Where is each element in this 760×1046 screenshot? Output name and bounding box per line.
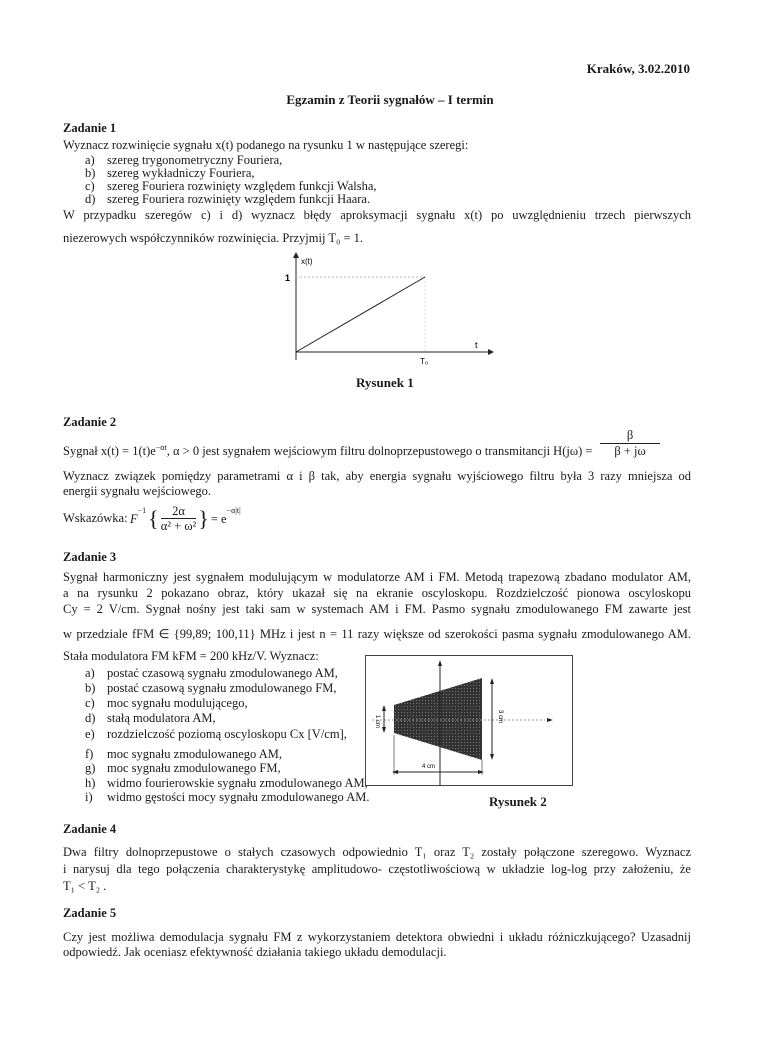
item-text: moc sygnału zmodulowanego AM, [107,747,282,761]
item-text: szereg Fouriera rozwinięty względem funkcji Haara. [107,192,371,206]
item-text: widmo gęstości mocy sygnału zmodulowanego AM. [107,790,370,804]
x-axis-arrow-icon [488,349,494,355]
item-text: rozdzielczość poziomą oscyloskopu Cx [V/cm], [107,727,347,741]
item-label: c) [85,696,95,710]
z3-line5: Stała modulatora FM kFM = 200 kHz/V. Wyznacz: [63,649,319,663]
x-tick: T₀ [420,357,429,366]
figure-1 [270,250,500,375]
item-text: szereg trygonometryczny Fouriera, [107,153,283,167]
item-label: b) [85,681,96,695]
z2-hint-formula: F $^{-1}$ { $\frac{2\alpha}{\text{α² + ω²}}$ } = e $^{-\alpha|t|}$ [130,504,241,533]
z3-line3: Cy = 2 V/cm. Sygnał nośny jest taki sam w systemach AM i FM. Pasmo sygnału zmodulowanego FM zawarte jest [63,602,691,616]
list-item [85,790,369,804]
item-label: g) [85,761,96,775]
item-label: d) [85,192,96,206]
hint-rhs: = e [210,511,227,526]
list-item [85,192,370,206]
transfer-fraction [600,428,660,458]
z2-text: Sygnał x(t) = 1(t)e [63,444,156,459]
figure-1-caption: Rysunek 1 [356,375,414,390]
item-label: a) [85,666,95,680]
x-label: t [475,340,478,350]
item-text: widmo fourierowskie sygnału zmodulowanego AM, [107,776,368,790]
list-item [85,747,282,761]
z2-line1 [63,441,592,458]
item-label: f) [85,747,94,761]
hint-F: F [130,511,138,526]
item-label: h) [85,776,96,790]
z5-line2: odpowiedź. Jak oceniasz efektywność działania takiego układu demodulacji. [63,945,447,959]
item-text: szereg Fouriera rozwinięty względem funkcji Walsha, [107,179,377,193]
z3-line1: Sygnał harmoniczny jest sygnałem modulującym w modulatorze AM i FM. Metodą trapezową zbadano modulator AM, [63,570,691,584]
figure-2 [365,655,573,786]
z4-line2: i narysuj dla tego połączenia charakterystykę amplitudowo- częstotliwościową w układzie log-log przy założeniu, że [63,862,691,876]
signal-line [296,277,425,352]
z2-exp: −αt [155,443,167,452]
item-text: postać czasową sygnału zmodulowanego FM, [107,681,337,695]
item-text: moc sygnału zmodulowanego FM, [107,761,281,775]
hint-inv: −1 [137,506,147,515]
z2-hint-label: Wskazówka: [63,511,128,525]
item-text: szereg wykładniczy Fouriera, [107,166,255,180]
hint-den: α² + ω² [160,519,197,533]
item-label: b) [85,166,96,180]
item-label: d) [85,711,96,725]
figure-2-caption: Rysunek 2 [489,794,547,809]
trapezoid-shape [394,678,482,760]
frac-den: β + jω [614,444,646,458]
list-item [85,166,255,180]
z4-line3: T₁ < T₂ . [63,879,107,893]
item-label: c) [85,179,95,193]
z1-line1: W przypadku szeregów c) i d) wyznacz błędy aproksymacji sygnału x(t) po uwzględnieniu trzech pierwszych [63,208,691,222]
item-label: a) [85,153,95,167]
dim-bottom-label: 4 cm [422,764,436,770]
list-item [85,761,281,775]
z5-heading: Zadanie 5 [63,906,117,920]
z1-line2: niezerowych współczynników rozwinięcia. Przyjmij T₀ = 1. [63,231,363,245]
z1-intro: Wyznacz rozwinięcie sygnału x(t) podanego na rysunku 1 w następujące szeregi: [63,138,469,152]
list-item [85,711,216,725]
item-text: postać czasową sygnału zmodulowanego AM, [107,666,338,680]
z2-line3: energii sygnału wejściowego. [63,484,211,498]
axis-arrow-icon [547,718,553,722]
y-label: x(t) [301,257,313,266]
z5-line1: Czy jest możliwa demodulacja sygnału FM z wykorzystaniem detektora obwiedni i układu różniczkującego? Uzasadnij [63,930,691,944]
list-item [85,153,282,167]
z3-heading: Zadanie 3 [63,550,117,564]
y-tick: 1 [285,273,291,283]
frac-num: β [600,428,660,444]
list-item [85,727,347,741]
list-item [85,681,336,695]
axis-arrow-icon [438,660,442,666]
item-text: moc sygnału modulującego, [107,696,248,710]
z4-line1: Dwa filtry dolnoprzepustowe o stałych czasowych odpowiednio T₁ oraz T₂ zostały połączone szeregowo. Wyznacz [63,845,691,859]
hint-fraction [161,504,197,533]
item-label: i) [85,790,93,804]
z3-line2: a na rysunku 2 pokazano obraz, który ukazał się na ekranie oscyloskopu. Rozdzielczość pionowa oscyloskopu [63,586,691,600]
y-axis-arrow-icon [293,252,299,258]
z2-text: , α > 0 jest sygnałem wejściowym filtru dolnoprzepustowego o transmitancji H(jω) = [166,444,593,459]
z2-line2: Wyznacz związek pomiędzy parametrami α i β tak, aby energia sygnału wyjściowego filtru była 3 razy mniejsza od [63,469,691,483]
dim-left-label: 1 cm [374,715,380,729]
dim-right-label: 3 cm [497,710,503,724]
z1-heading: Zadanie 1 [63,121,117,135]
list-item [85,696,248,710]
hint-num: 2α [161,504,197,519]
item-text: stałą modulatora AM, [107,711,216,725]
list-item [85,666,338,680]
z3-line4: w przedziale fFM ∈ {99,89; 100,11} MHz i jest n = 11 razy większe od szerokości pasma sygnału zmodulowanego AM. [63,627,691,641]
place-date: Kraków, 3.02.2010 [586,61,690,76]
list-item [85,776,368,790]
hint-exp: −α|t| [226,506,241,515]
list-item [85,179,377,193]
item-label: e) [85,727,95,741]
page-title: Egzamin z Teorii sygnałów – I termin [286,92,494,107]
z4-heading: Zadanie 4 [63,822,117,836]
z2-heading: Zadanie 2 [63,415,117,429]
